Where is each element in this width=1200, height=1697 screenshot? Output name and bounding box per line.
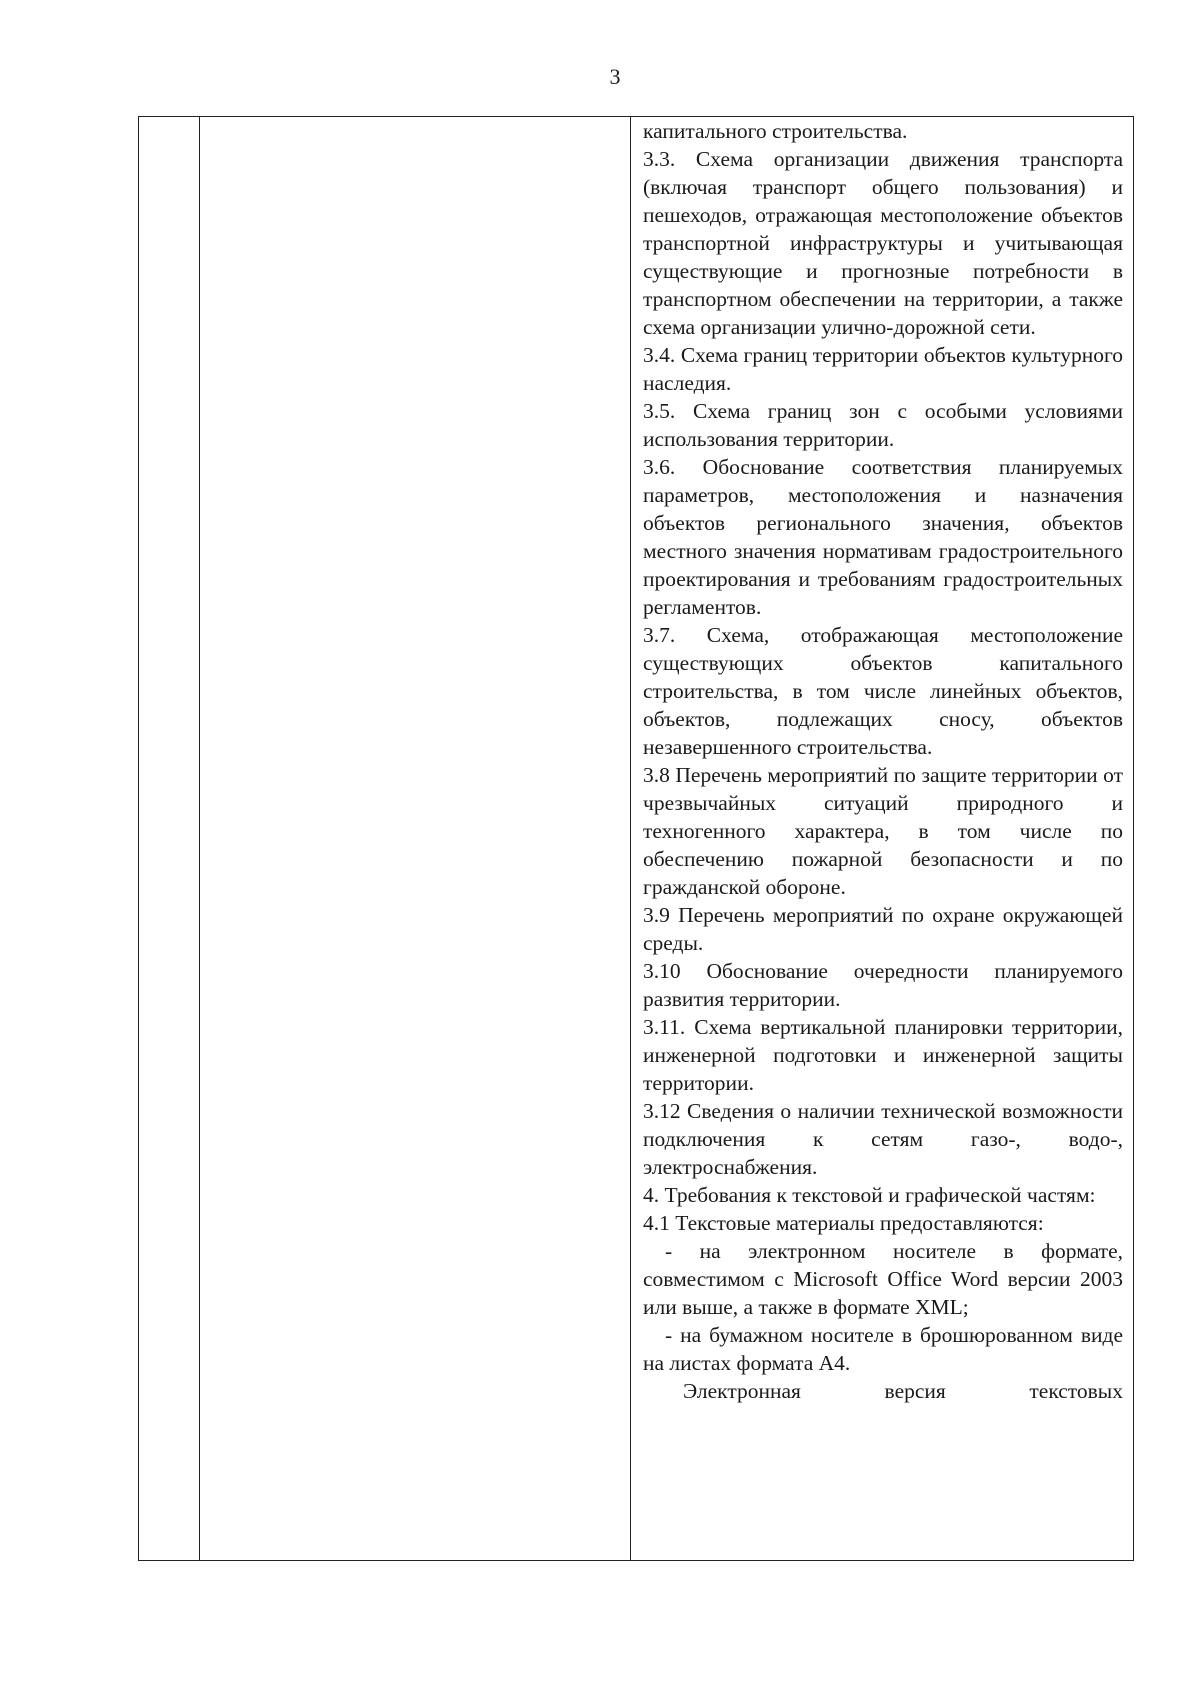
paragraph: - на электронном носителе в формате, совместимом с Microsoft Office Word версии 2003 или выше, а также в формате XML; bbox=[643, 1239, 1123, 1319]
paragraph: 3.7. Схема, отображающая местоположение существующих объектов капитального строительства, в том числе линейных объектов, объектов, подлежащих сносу, объектов незавершенного строительства. bbox=[643, 623, 1123, 759]
paragraph: 4. Требования к текстовой и графической частям: bbox=[643, 1183, 1096, 1207]
paragraph: 3.6. Обоснование соответствия планируемых параметров, местоположения и назначения объектов регионального значения, объектов местного значения нормативам градостроительного проектирования и требованиям градостроительных регламентов. bbox=[643, 455, 1123, 619]
paragraph: 3.8 Перечень мероприятий по защите территории от чрезвычайных ситуаций природного и техногенного характера, в том числе по обеспечению пожарной безопасности и по гражданской обороне. bbox=[643, 763, 1123, 899]
paragraph: 3.4. Схема границ территории объектов культурного наследия. bbox=[643, 343, 1123, 395]
paragraph: 3.10 Обоснование очередности планируемого развития территории. bbox=[643, 959, 1123, 1011]
paragraph: 3.12 Сведения о наличии технической возможности подключения к сетям газо-, водо-, электроснабжения. bbox=[643, 1099, 1123, 1179]
paragraph: 3.9 Перечень мероприятий по охране окружающей среды. bbox=[643, 903, 1123, 955]
paragraph: 3.11. Схема вертикальной планировки территории, инженерной подготовки и инженерной защиты территории. bbox=[643, 1015, 1123, 1095]
paragraph: капитального строительства. bbox=[643, 119, 908, 143]
paragraph: 3.3. Схема организации движения транспорта (включая транспорт общего пользования) и пешеходов, отражающая местоположение объектов транспортной инфраструктуры и учитывающая существующие и прогнозные потребности в транспортном обеспечении на территории, а также схема организации улично-дорожной сети. bbox=[643, 147, 1123, 339]
page-number: 3 bbox=[609, 64, 621, 89]
name-cell bbox=[200, 117, 631, 1561]
table-row bbox=[139, 117, 1134, 1561]
paragraph: 3.5. Схема границ зон с особыми условиями использования территории. bbox=[643, 399, 1123, 451]
requirements-table bbox=[138, 116, 1134, 1561]
number-cell bbox=[139, 117, 200, 1561]
paragraph: Электронная версия текстовых bbox=[683, 1379, 1123, 1403]
paragraph: 4.1 Текстовые материалы предоставляются: bbox=[643, 1211, 1044, 1235]
paragraph: - на бумажном носителе в брошюрованном виде на листах формата А4. bbox=[643, 1323, 1123, 1375]
content-cell bbox=[631, 117, 1134, 1561]
